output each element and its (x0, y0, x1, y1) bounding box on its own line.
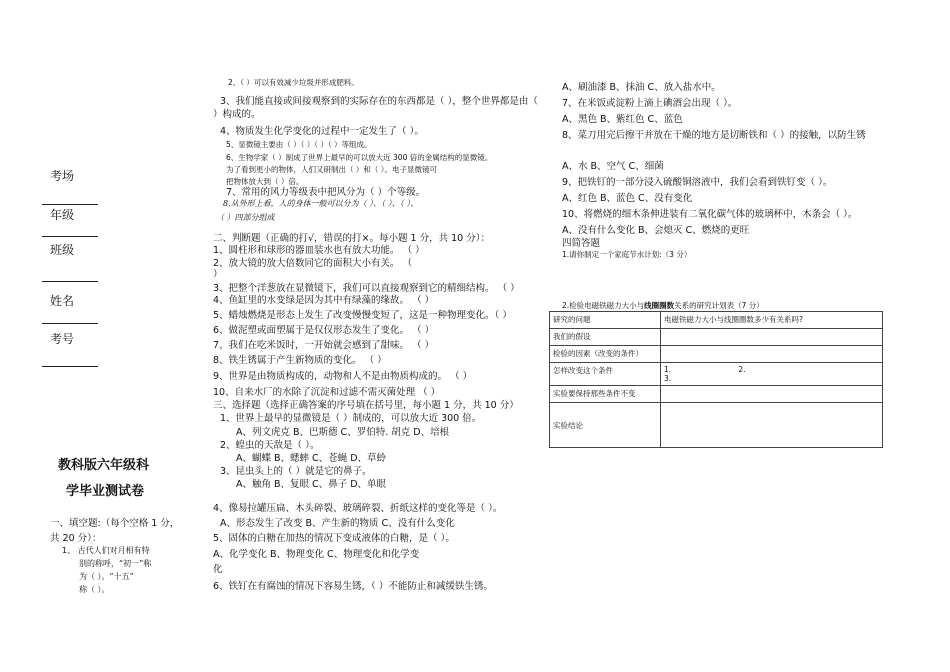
table-cell (661, 403, 883, 448)
text-line: 化 (213, 564, 223, 575)
q1-line: 1、 古代人们对月相有特 (62, 546, 150, 555)
text-line: 8、铁生锈属于产生新物质的变化。 （ ） (213, 355, 387, 366)
option-line: A、水 B、空气 C、细菌 (562, 161, 664, 172)
text-line: 8.从外形上看，人的身体一般可以分为（ ）、（ ）、（ ）、 (223, 199, 419, 208)
text-line: 7、常用的风力等级表中把风分为（ ）个等级。 (226, 187, 426, 198)
table-row (550, 312, 883, 329)
exam-room-line (42, 204, 98, 205)
text-line: 1.请你制定一个家庭节水计划:（3 分） (562, 250, 692, 259)
paper-title-line1: 教科版六年级科 (58, 458, 150, 473)
section3-heading: 三、选择题（选择正确答案的序号填在括号里，每小题 1 分，共 10 分） (213, 400, 519, 411)
text-line: 4、物质发生化学变化的过程中一定发生了（ ）。 (220, 126, 424, 137)
table-cell: 怎样改变这个条件 (550, 363, 661, 386)
paper-title-line2: 学毕业测试卷 (66, 484, 145, 499)
option-line: A、刷油漆 B、抹油 C、放入盐水中。 (562, 82, 721, 93)
table-cell (661, 363, 883, 386)
grade-label: 年级 (50, 208, 75, 222)
section2-heading: 二、判断题（正确的打√，错误的打×。每小题 1 分，共 10 分）： (213, 233, 490, 244)
text-line: 5、显微镜主要由（ ）（ ）（ ）（ ）等组成。 (226, 140, 372, 149)
q1-line: 为（ ）。“十五” (79, 572, 134, 581)
text-line: 3、昆虫头上的（ ）就是它的鼻子。 (220, 466, 372, 477)
trial-label: 1. (664, 365, 672, 374)
table-cell: 检验的因素（改变的条件） (550, 346, 661, 363)
trial-label: 2. (738, 365, 746, 374)
option-line: A、列文虎克 B、巴斯德 C、罗伯特. 胡克 D、培根 (236, 427, 450, 438)
table-cell (661, 386, 883, 403)
plan-table-caption-bold: 线圈圈数 (644, 301, 675, 310)
table-cell (661, 329, 883, 346)
text-line: 为了看到更小的物体，人们又研制出（ ）和（ ）。电子显微镜可 (226, 165, 438, 174)
table-row (550, 346, 883, 363)
table-row (550, 386, 883, 403)
table-row (550, 363, 883, 386)
option-line: A、红色 B、蓝色 C、没有变化 (562, 193, 693, 204)
text-line: 10、自来水厂的水除了沉淀和过滤不需灭菌处理 （ ） (213, 387, 441, 398)
text-line: 4、鱼缸里的水变绿是因为其中有绿藻的缘故。 （ ） (213, 295, 435, 306)
text-line: 10、将燃烧的细木条伸进装有二氧化碳气体的玻璃杯中，木条会（ ）。 (562, 209, 858, 220)
class-label: 班级 (50, 243, 75, 257)
text-line: 4、像易拉罐压扁、木头碎裂、玻璃碎裂、折纸这样的变化等是（ ）。 (213, 503, 503, 514)
text-line: （ ）四部分组成 (216, 213, 275, 222)
section1-heading: 一、填空题:（每个空格 1 分， (50, 518, 180, 529)
research-plan-table (549, 311, 883, 448)
name-label: 姓名 (50, 294, 75, 308)
text-line: ） (213, 269, 223, 280)
text-line: 5、蜡烛燃烧是形态上发生了改变慢慢变短了，这是一种物理变化。（ ） (213, 310, 512, 321)
text-line: 3、我们能直接或间接观察到的实际存在的东西都是（ ），整个世界都是由（ (220, 96, 538, 107)
text-line: 把物体放大到（ ）倍。 (226, 177, 304, 186)
section4-heading: 四简答题 (562, 238, 601, 249)
table-row (550, 329, 883, 346)
table-cell: 实验结论 (550, 403, 661, 448)
table-cell: 电磁铁磁力大小与线圈圈数多少有关系吗? (661, 312, 883, 329)
option-line: A、蝴蝶 B、蟋蟀 C、苍蝇 D、草蛉 (236, 453, 387, 464)
text-line: 6、做泥塑或面塑属于是仅仅形态发生了变化。 （ ） (213, 325, 435, 336)
text-line: 9、把铁钉的一部分浸入硫酸铜溶液中，我们会看到铁钉变（ ）。 (562, 177, 833, 188)
text-line: 1、世界上最早的显微镜是（ ）制成的，可以放大近 300 倍。 (220, 413, 482, 424)
text-line: 2、（ ）可以有效减少垃圾并形成肥料。 (228, 78, 359, 87)
text-line: 3、把整个洋葱放在显微镜下，我们可以直接观察到它的精细结构。 （ ） (213, 283, 520, 294)
trial-label: 3. (664, 374, 672, 383)
option-line: A、形态发生了改变 B、产生新的物质 C、没有什么变化 (220, 518, 455, 529)
text-line: 6、铁钉在有腐蚀的情况下容易生锈，（ ）不能防止和减缓铁生锈。 (213, 581, 493, 592)
class-line (42, 281, 98, 282)
text-line: 6、生物学家（ ）制成了世界上最早的可以放大近 300 倍的金属结构的显微镜。 (226, 153, 493, 162)
table-cell: 研究的问题 (550, 312, 661, 329)
exam-number-label: 考号 (50, 332, 75, 346)
option-line: A、没有什么变化 B、会熄灭 C、燃烧的更旺 (562, 225, 750, 236)
text-line: 8、菜刀用完后擦干并放在干燥的地方是切断铁和（ ）的接触，以防生锈 (562, 130, 866, 141)
table-cell: 我们的假设 (550, 329, 661, 346)
plan-table-caption: 2.检验电磁铁磁力大小与线圈圈数关系的研究计划表（7 分） (562, 301, 764, 310)
q1-line: 别的称呼，“初一”称 (79, 559, 152, 568)
grade-line (42, 236, 98, 237)
table-cell (661, 346, 883, 363)
text-line: 5、固体的白糖在加热的情况下变成液体的白糖，是（ ）。 (213, 533, 455, 544)
text-line: 7、在米饭或淀粉上滴上碘酒会出现（ ）。 (562, 98, 738, 109)
text-line: 2、放大镜的放大倍数同它的面积大小有关。 （ (213, 258, 413, 269)
exam-number-line (42, 366, 98, 367)
text-line: 7、我们在吃米饭时，一开始就会感到了甜味。 （ ） (213, 340, 435, 351)
text-line: 9、世界是由物质构成的，动物和人不是由物质构成的。 （ ） (213, 371, 473, 382)
q1-line: 称（ ）。 (79, 585, 110, 594)
exam-room-label: 考场 (50, 169, 75, 183)
table-row (550, 403, 883, 448)
name-line (42, 323, 98, 324)
section1-heading-cont: 共 20 分）： (50, 533, 102, 544)
option-line: A、化学变化 B、物理变化 C、物理变化和化学变 (213, 549, 420, 560)
option-line: A、黑色 B、紫红色 C、蓝色 (562, 114, 683, 125)
option-line: A、触角 B、复眼 C、鼻子 D、单眼 (236, 479, 387, 490)
text-line: 2、蝗虫的天敌是（ ）。 (220, 440, 320, 451)
text-line: ）构成的。 (213, 109, 261, 120)
text-line: 1、圆柱形和球形的器皿装水也有放大功能。 （ ） (213, 245, 425, 256)
table-cell: 实验要保持那些条件不变 (550, 386, 661, 403)
